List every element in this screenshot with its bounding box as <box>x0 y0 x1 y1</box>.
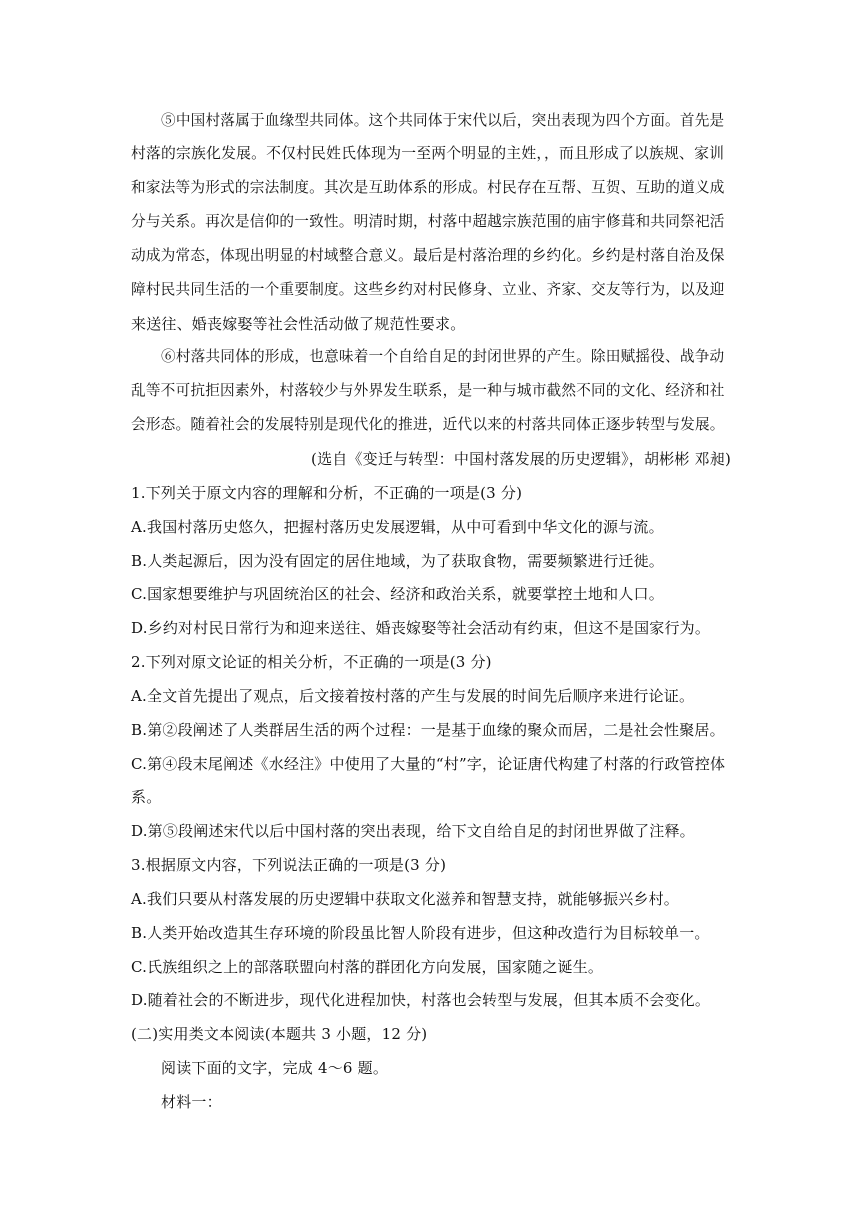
text-line: 动成为常态，体现出明显的村域整合意义。最后是村落治理的乡约化。乡约是村落自治及保 <box>131 247 725 264</box>
text-line: 乱等不可抗拒因素外，村落较少与外界发生联系，是一种与城市截然不同的文化、经济和社 <box>131 382 725 399</box>
text-line: ⑤中国村落属于血缘型共同体。这个共同体于宋代以后，突出表现为四个方面。首先是 <box>161 112 725 129</box>
option-d: D.第⑤段阐述宋代以后中国村落的突出表现，给下文自给自足的封闭世界做了注释。 <box>131 822 695 840</box>
option-a: A.全文首先提出了观点，后文接着按村落的产生与发展的时间先后顺序来进行论证。 <box>131 687 695 705</box>
question-stem: 1.下列关于原文内容的理解和分析，不正确的一项是(3 分) <box>131 484 523 502</box>
text-line: 村落的宗族化发展。不仅村民姓氏体现为一至两个明显的主姓，，而且形成了以族规、家训 <box>131 145 725 162</box>
option-c: C.国家想要维护与巩固统治区的社会、经济和政治关系，就要掌控土地和人口。 <box>131 585 664 603</box>
option-d: D.乡约对村民日常行为和迎来送往、婚丧嫁娶等社会活动有约束，但这不是国家行为。 <box>131 619 711 637</box>
question-stem: 2.下列对原文论证的相关分析，不正确的一项是(3 分) <box>131 653 492 671</box>
option-b: B.人类开始改造其生存环境的阶段虽比智人阶段有进步，但这种改造行为目标较单一。 <box>131 924 710 942</box>
question-stem: 3.根据原文内容，下列说法正确的一项是(3 分) <box>131 856 447 874</box>
text-line: ⑥村落共同体的形成，也意味着一个自给自足的封闭世界的产生。除田赋摇役、战争动 <box>161 348 725 365</box>
option-b: B.人类起源后，因为没有固定的居住地域，为了获取食物，需要频繁进行迁徙。 <box>131 552 664 570</box>
option-a: A.我国村落历史悠久，把握村落历史发展逻辑，从中可看到中华文化的源与流。 <box>131 518 664 536</box>
text-line: 障村民共同生活的一个重要制度。这些乡约对村民修身、立业、齐家、交友等行为，以及迎 <box>131 281 725 298</box>
text-line: 分与关系。再次是信仰的一致性。明清时期，村落中超越宗族范围的庙宇修葺和共同祭祀活 <box>131 213 725 230</box>
text-line: 来送往、婚丧嫁娶等社会性活动做了规范性要求。 <box>131 315 466 333</box>
section-heading: (二)实用类文本阅读(本题共 3 小题，12 分) <box>131 1025 428 1043</box>
text-line: 和家法等为形式的宗法制度。其次是互助体系的形成。村民存在互帮、互贺、互助的道义成 <box>131 179 725 196</box>
option-c-continued: 系。 <box>131 788 162 806</box>
option-c: C.第④段末尾阐述《水经注》中使用了大量的“村”字，论证唐代构建了村落的行政管控体 <box>131 755 726 773</box>
instruction-text: 阅读下面的文字，完成 4～6 题。 <box>161 1059 389 1077</box>
source-citation: (选自《变迁与转型：中国村落发展的历史逻辑》，胡彬彬 邓昶) <box>311 450 731 468</box>
text-line: 会形态。随着社会的发展特别是现代化的推进，近代以来的村落共同体正逐步转型与发展。 <box>131 416 725 433</box>
option-b: B.第②段阐述了人类群居生活的两个过程：一是基于血缘的聚众而居，二是社会性聚居。 <box>131 721 725 739</box>
material-label: 材料一： <box>161 1093 222 1111</box>
option-c: C.氏族组织之上的部落联盟向村落的群团化方向发展，国家随之诞生。 <box>131 958 604 976</box>
option-a: A.我们只要从村落发展的历史逻辑中获取文化滋养和智慧支持，就能够振兴乡村。 <box>131 890 680 908</box>
option-d: D.随着社会的不断进步，现代化进程加快，村落也会转型与发展，但其本质不会变化。 <box>131 991 711 1009</box>
